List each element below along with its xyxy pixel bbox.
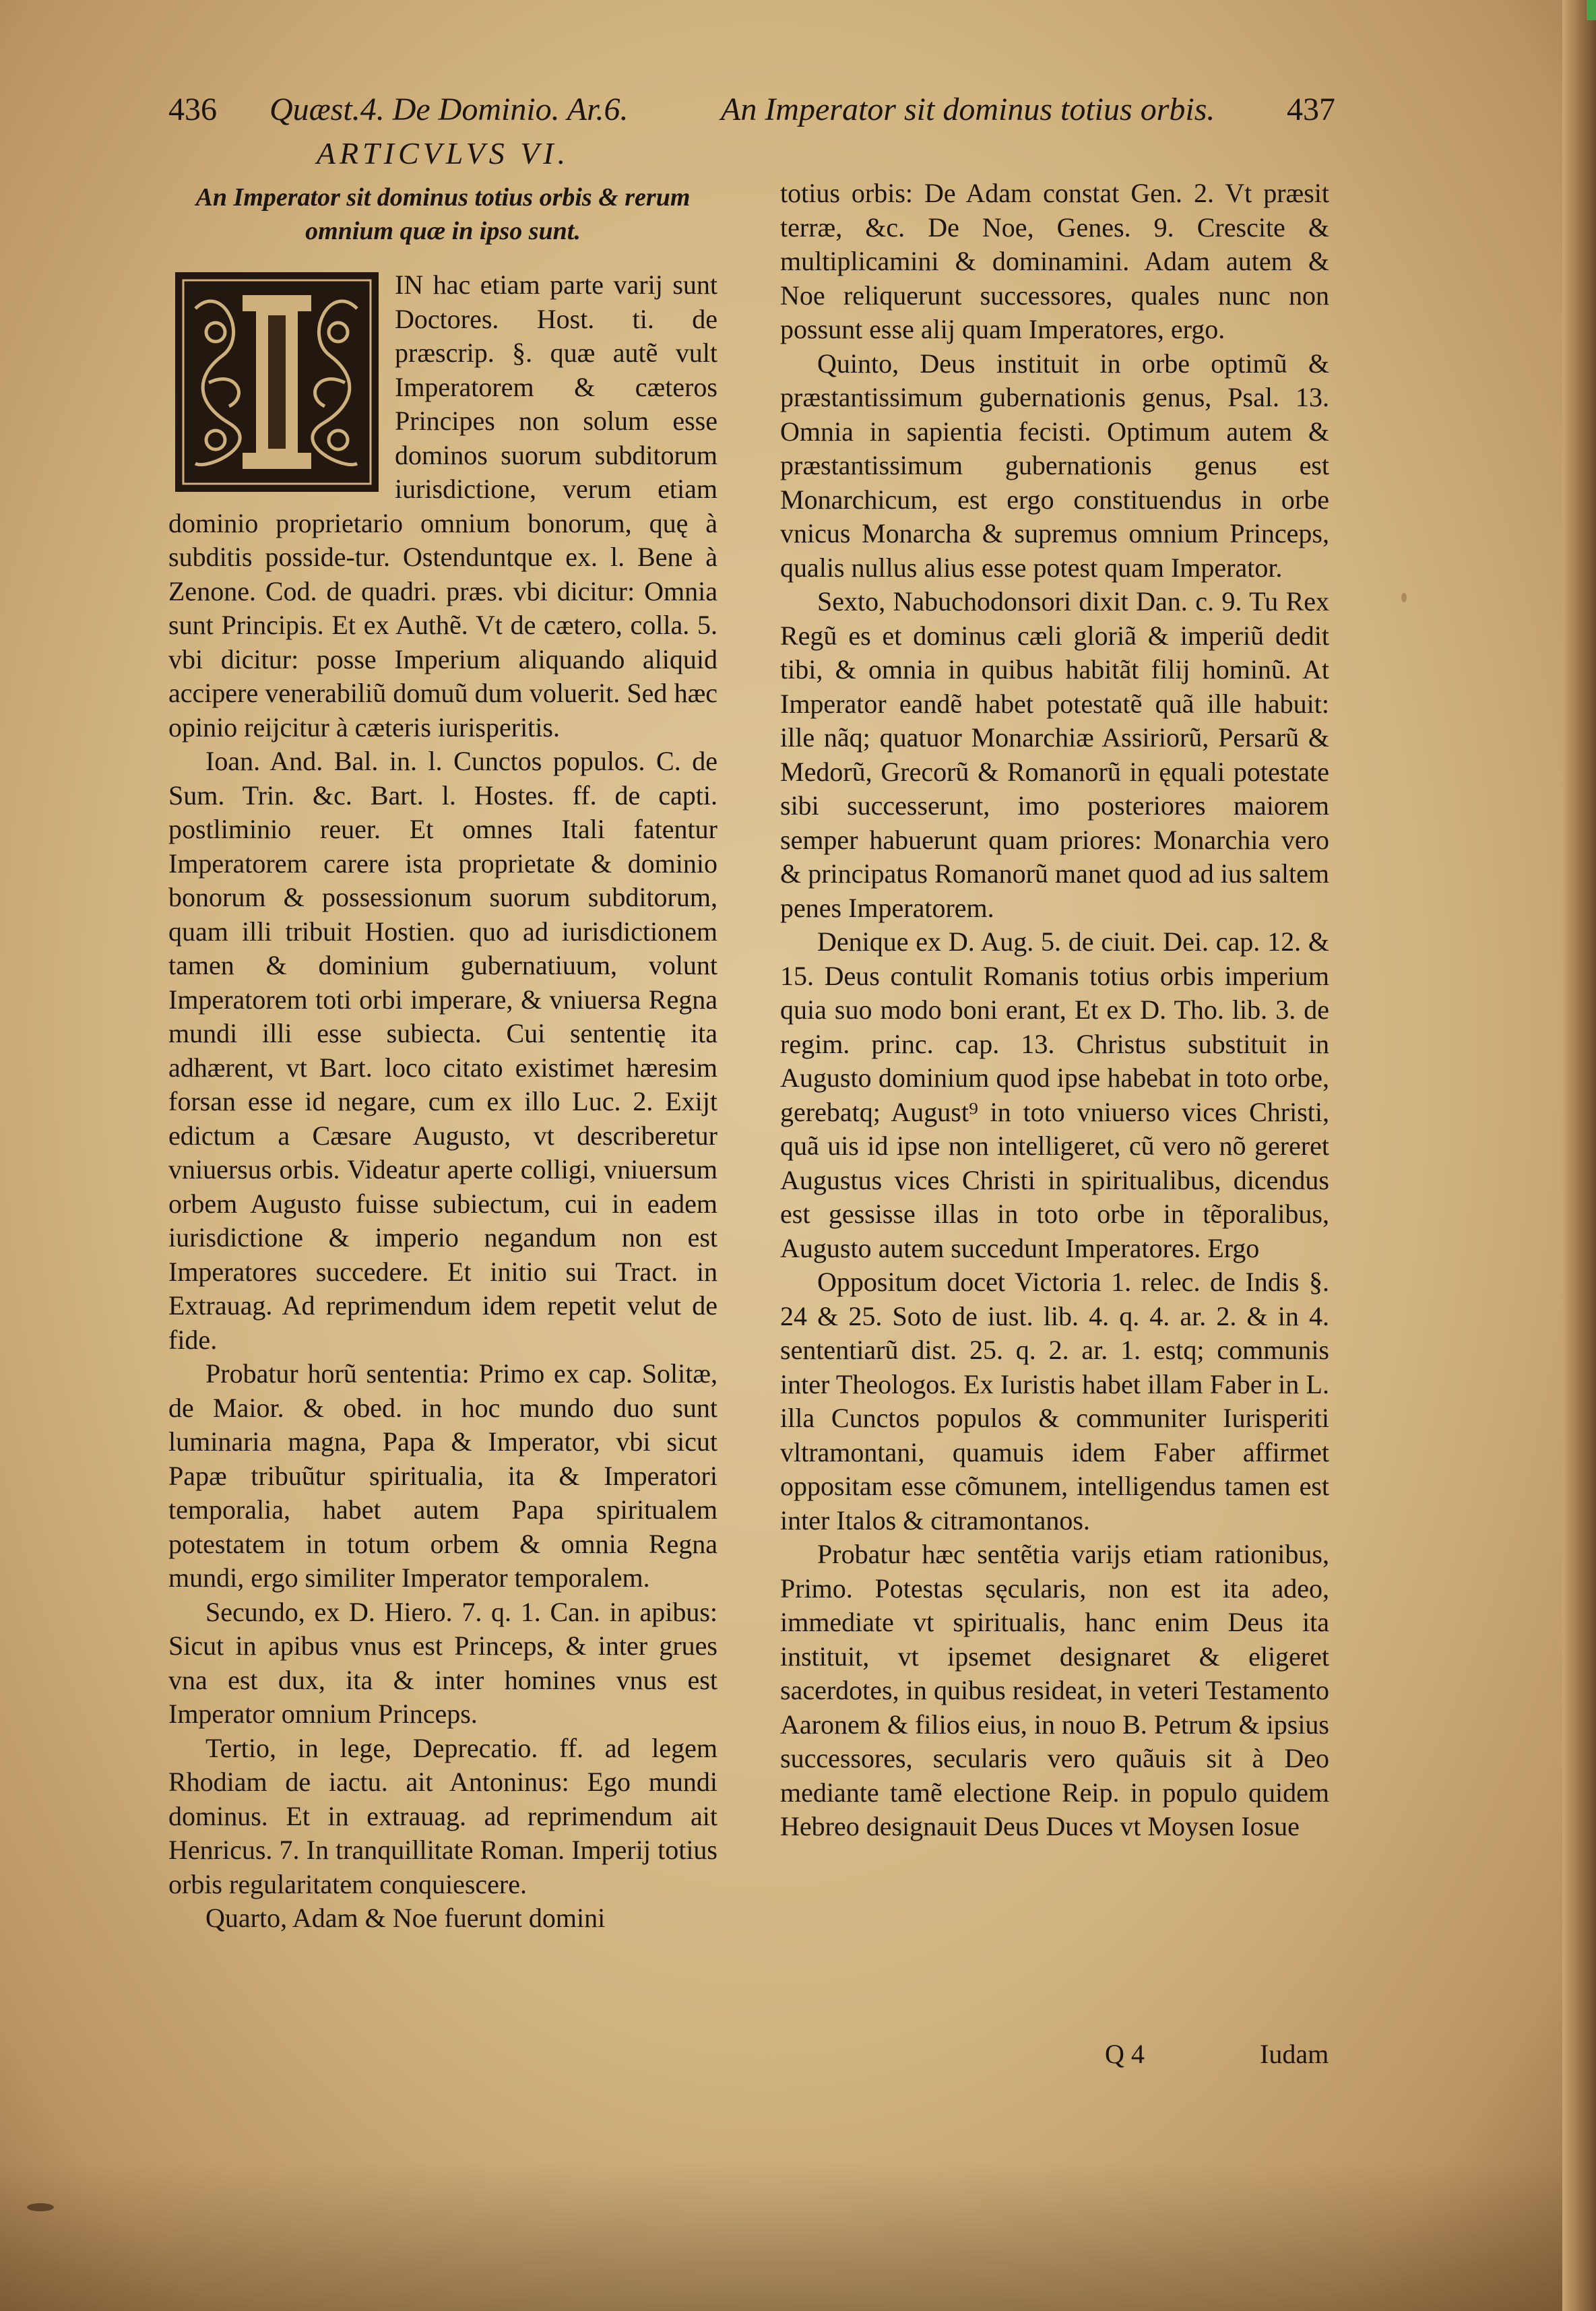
signature-mark: Q 4 — [1105, 2039, 1145, 2069]
article-title: ARTICVLVS VI. — [316, 136, 570, 170]
paragraph: totius orbis: De Adam constat Gen. 2. Vt præsit terræ, &c. De Noe, Genes. 9. Crescite & multiplicamini & dominamini. Adam autem & Noe reliquerunt successores, quales nunc non possunt esse alij quam Imperatores, ergo. — [780, 178, 1329, 344]
paragraph: Oppositum docet Victoria 1. relec. de Indis §. 24 & 25. Soto de iust. lib. 4. q. 4. ar. 2. & in 4. sententiarũ dist. 25. q. 2. ar. 1. estq; communis inter Theologos. Ex Iuristis habet illam Faber in L. illa Cunctos populos & communiter Iurisperiti vltramontani, quamuis idem Faber affirmet oppositam esse cõmunem, intelligendus tamen est inter Italos & citramontanos. — [780, 1267, 1329, 1536]
paragraph: Ioan. And. Bal. in. l. Cunctos populos. C. de Sum. Trin. &c. Bart. l. Hostes. ff. de capti. postliminio reuer. Et omnes Itali fatentur Imperatorem carere ista proprietate & dominio bonorum & possessionum suorum subditorum, quam illi tribuit Hostien. quo ad iurisdictionem tamen & dominium gubernatiuum, volunt Imperatorem toti orbi imperare, & vniuersa Regna mundi illi esse subiecta. Cui sententię ita adhærent, vt Bart. loco citato existimet hæresim forsan esse id negare, cum ex illo Luc. 2. Exijt edictum a Cæsare Augusto, vt describeretur vniuersus orbis. Videatur aperte colligi, vniuersum orbem Augusto fuisse subiectum, cui in eadem iurisdictione & imperio negandum non est Imperatores succedere. Et initio sui Tract. in Extrauag. Ad reprimendum idem repetit velut de fide. — [168, 746, 717, 1355]
left-column — [168, 135, 717, 1936]
right-running-title: An Imperator sit dominus totius orbis. — [721, 92, 1215, 127]
paragraph: Denique ex D. Aug. 5. de ciuit. Dei. cap. 12. & 15. Deus contulit Romanis totius orbis imperium quia suo modo boni erant, Et ex D. Tho. lib. 3. de regim. princ. cap. 13. Christus substituit in Augusto dominium quod ipse habebat in toto orbe, gerebatq; August⁹ in toto vniuerso vices Christi, quã uis id ipse non intelligeret, cũ vero nõ gereret Augustus vices Christi in spiritualibus, dicendus est gessisse illas in toto orbe in tẽporalibus, Augusto autem succedunt Imperatores. Ergo — [780, 926, 1329, 1263]
ornamental-initial-icon — [168, 268, 385, 496]
catchword: Iudam — [1260, 2039, 1329, 2069]
paragraph: Tertio, in lege, Deprecatio. ff. ad legem Rhodiam de iactu. ait Antoninus: Ego mundi dominus. Et in extrauag. ad reprimendum ait Henricus. 7. In tranquillitate Roman. Imperij totius orbis regularitatem conquiescere. — [168, 1732, 717, 1899]
paper-stain — [1401, 593, 1407, 602]
bookmark-tab — [1587, 0, 1596, 20]
right-page-number: 437 — [1287, 92, 1335, 127]
paragraph: Quarto, Adam & Noe fuerunt domini — [205, 1903, 606, 1933]
right-column — [780, 177, 1329, 1844]
page-shading — [0, 2163, 1596, 2311]
paragraph: Sexto, Nabuchodonsori dixit Dan. c. 9. Tu Rex Regũ es et dominus cæli gloriã & imperiũ dedit tibi, & omnia in quibus habitãt filij hominũ. At Imperator eandẽ habet potestatẽ quã ille habuit: ille nãq; quatuor Monarchiæ Assiriorũ, Persarũ & Medorũ, Grecorũ & Romanorũ in ęquali potestate sibi successerunt, imo posteriores maiorem semper habuerunt quam priores: Monarchia vero & principatus Romanorũ manet quod ad ius saltem penes Imperatorem. — [780, 586, 1329, 923]
paragraph: Secundo, ex D. Hiero. 7. q. 1. Can. in apibus: Sicut in apibus vnus est Princeps, & inter grues vna est dux, ita & inter homines vnus est Imperator omnium Princeps. — [168, 1596, 717, 1729]
paragraph: Quinto, Deus instituit in orbe optimũ & præstantissimum gubernationis genus, Psal. 13. Omnia in sapientia fecisti. Optimum autem & præstantissimum gubernationis genus est Monarchicum, est ergo constituendus in orbe vnicus Monarcha & supremus omnium Princeps, qualis nullus alius esse potest quam Imperator. — [780, 348, 1329, 583]
paragraph: Probatur hæc sentẽtia varijs etiam rationibus, Primo. Potestas sęcularis, non est ita adeo, immediate vt spiritualis, hanc enim Deus ita instituit, vt ipsemet designaret & eligeret sacerdotes, in quibus resideat, in veteri Testamento Aaronem & filios eius, in nouo B. Petrum & ipsius successores, secularis vero quãuis sit à Deo mediante tamẽ electione Reip. in populo quidem Hebreo designauit Deus Duces vt Moysen Iosue — [780, 1539, 1329, 1841]
left-page-number: 436 — [168, 92, 217, 127]
article-question: An Imperator sit dominus totius orbis & rerum omnium quæ in ipso sunt. — [195, 183, 691, 245]
running-header — [168, 91, 1341, 131]
paragraph: IN hac etiam parte varij sunt Doctores. Host. ti. de præscrip. §. quæ autẽ vult Imperatorem & cæteros Principes non solum esse dominos suorum subditorum iurisdictione, verum etiam dominio proprietario omnium bonorum, quę à subditis posside-tur. Ostenduntque ex. l. Bene à Zenone. Cod. de quadri. præs. vbi dicitur: Omnia sunt Principis. Et ex Authẽ. Vt de cætero, colla. 5. vbi dicitur: posse Imperium aliquando aliquid accipere venerabiliũ domuũ dum voluerit. Sed hæc opinio reijcitur à cæteris iurisperitis. — [168, 270, 717, 742]
page-edge — [1562, 0, 1596, 2311]
left-running-title: Quæst.4. De Dominio. Ar.6. — [269, 92, 629, 127]
paragraph: Probatur horũ sententia: Primo ex cap. Solitæ, de Maior. & obed. in hoc mundo duo sunt luminaria magna, Papa & Imperator, vbi sicut Papæ tribuũtur spiritualia, ita & Imperatori temporalia, habet autem Papa spiritualem potestatem in totum orbem & omnia Regna mundi, ergo similiter Imperator temporalem. — [168, 1358, 717, 1593]
